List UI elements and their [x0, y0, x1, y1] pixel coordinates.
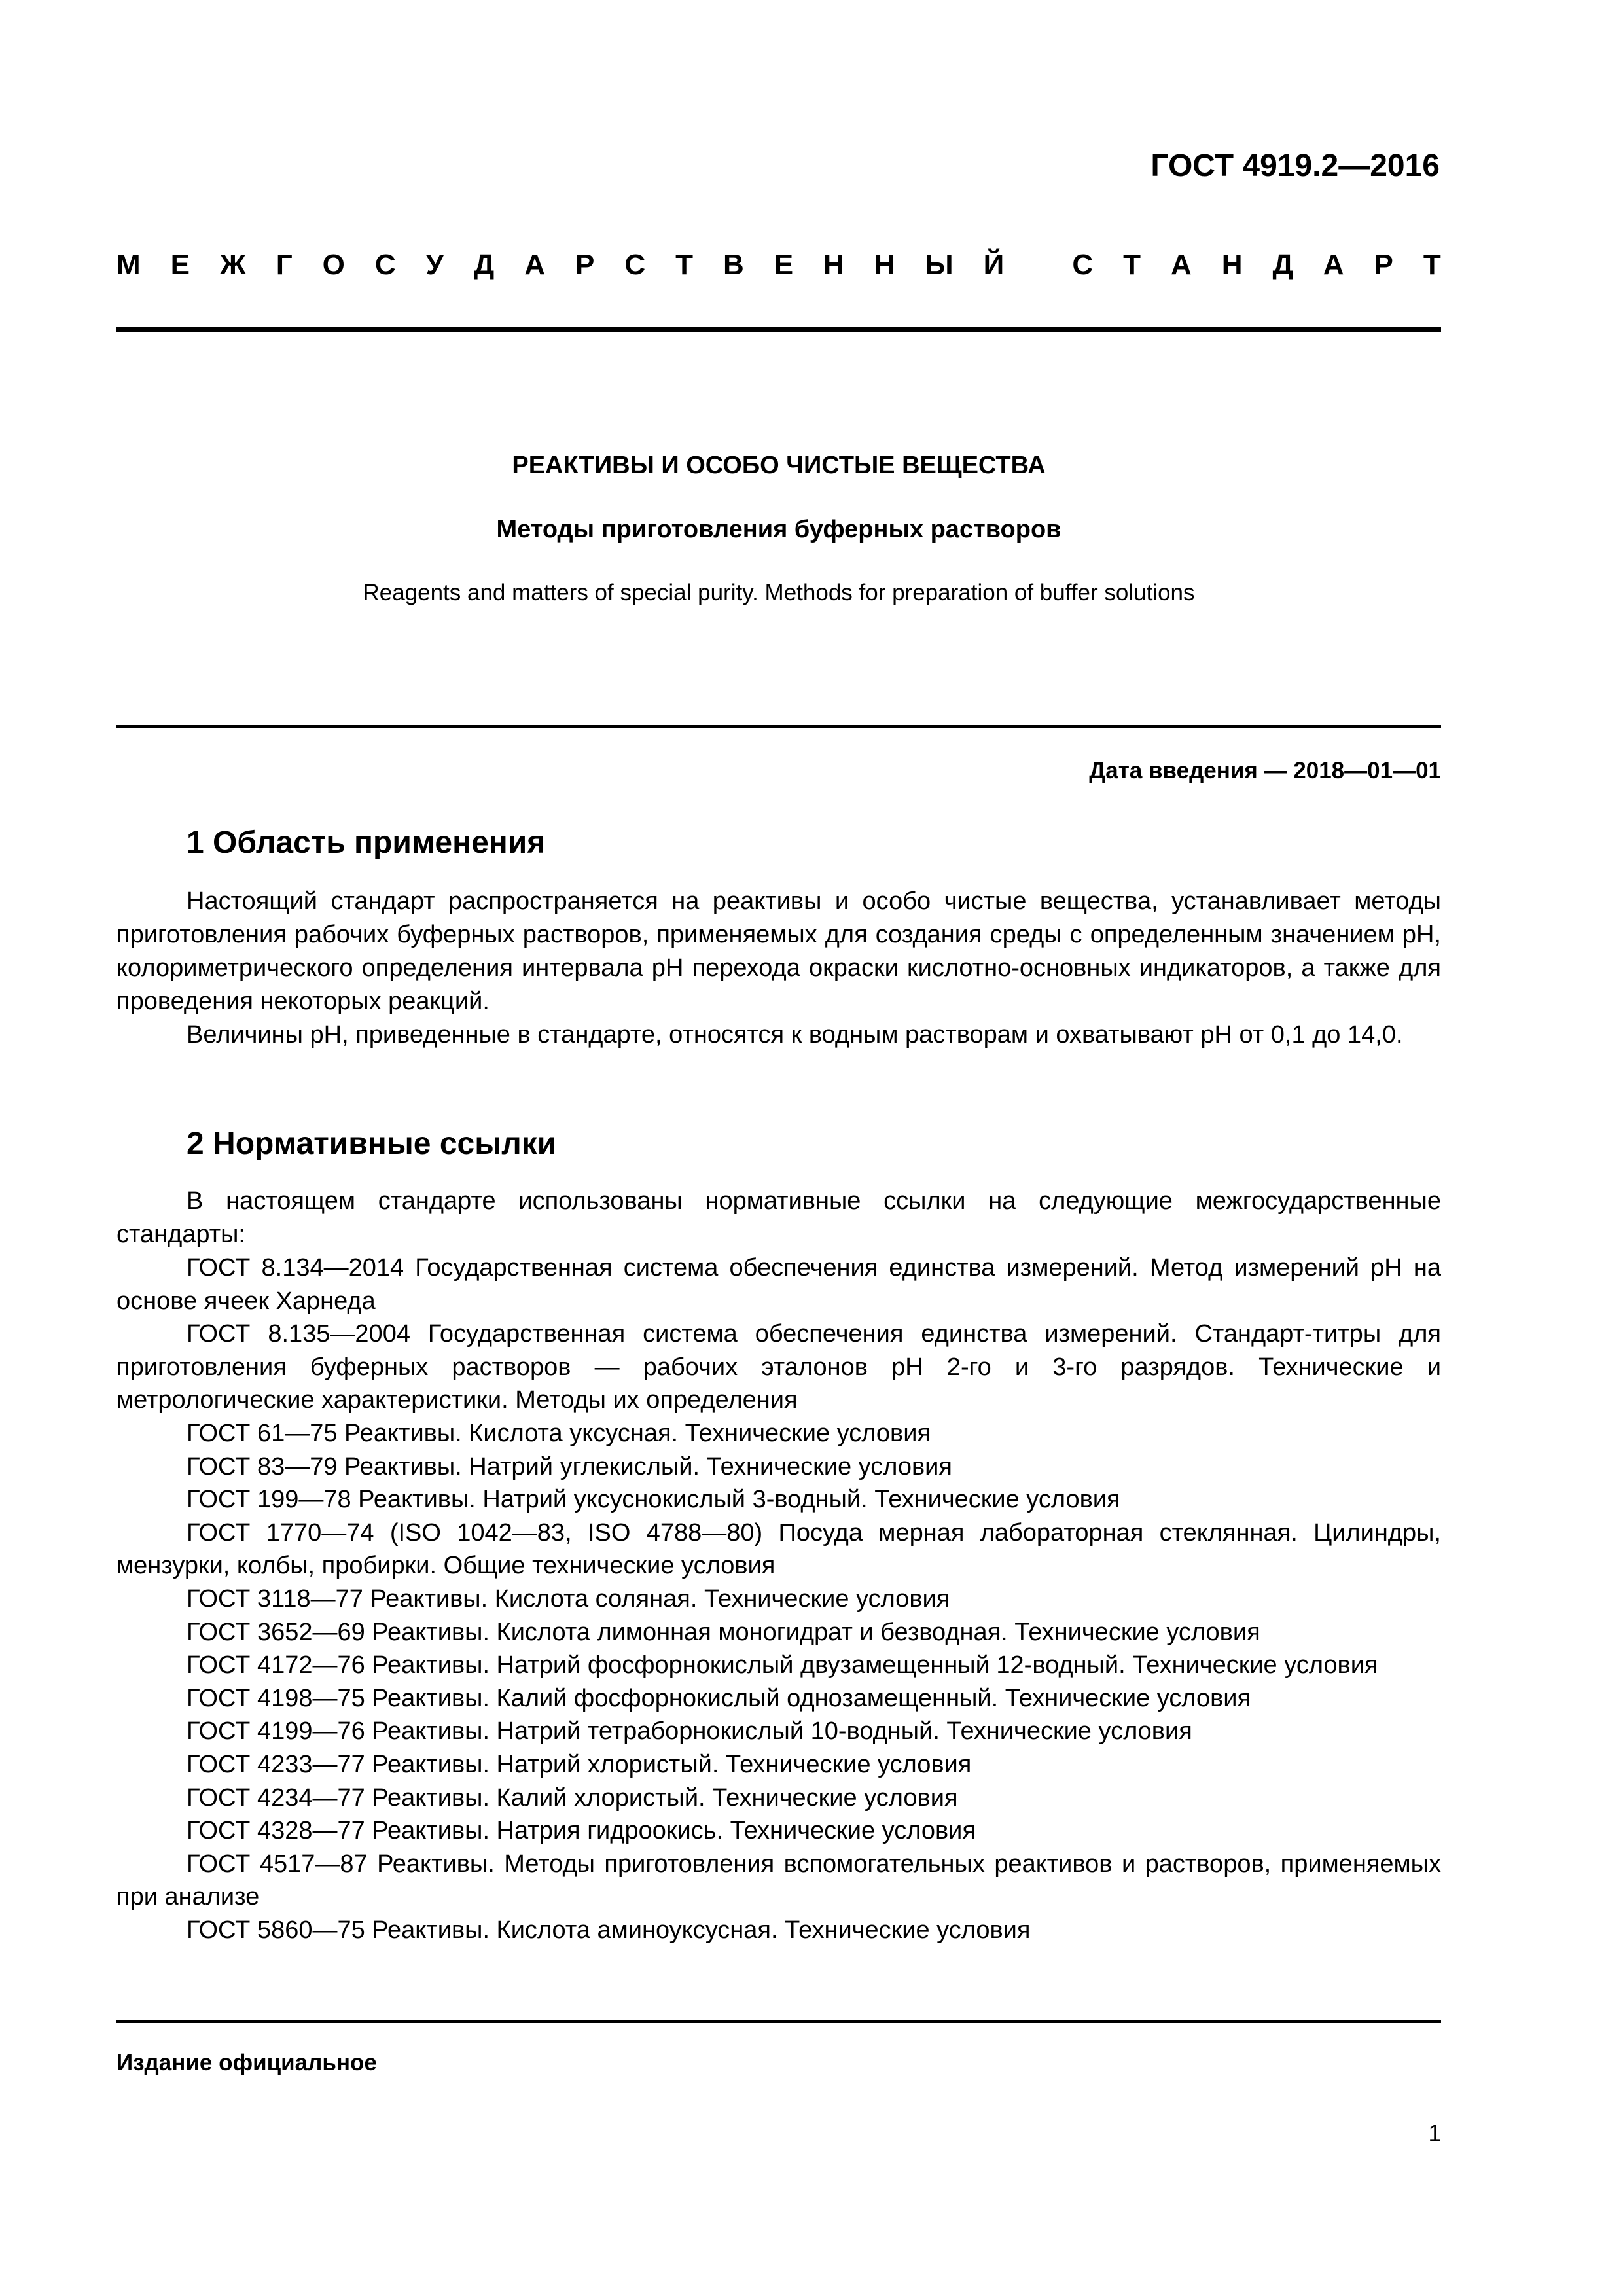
- banner-letter: О: [322, 249, 345, 281]
- reference-item: ГОСТ 8.135—2004 Государственная система обеспечения единства измерений. Стандарт-титры для приготовления буферных растворов — рабочих эталонов pH 2-го и 3-го разрядов. Технические и метрологические характеристики. Методы их определения: [116, 1320, 1441, 1414]
- banner-letter: Т: [675, 249, 693, 281]
- page-number: 1: [1428, 2121, 1441, 2146]
- banner-letter: Д: [1272, 249, 1293, 281]
- reference-item: ГОСТ 1770—74 (ISO 1042—83, ISO 4788—80) Посуда мерная лабораторная стеклянная. Цилиндры, мензурки, колбы, пробирки. Общие технические условия: [116, 1518, 1441, 1580]
- reference-item: ГОСТ 4198—75 Реактивы. Калий фосфорнокислый однозамещенный. Технические условия: [187, 1684, 1251, 1712]
- section-1-paragraph: Настоящий стандарт распространяется на реактивы и особо чистые вещества, устанавливает методы приготовления рабочих буферных растворов, применяемых для создания среды с определенным значением pH, колориметрического определения интервала pH перехода окраски кислотно-основных индикаторов, а также для проведения некоторых реакций.: [116, 888, 1441, 1015]
- reference-item: ГОСТ 5860—75 Реактивы. Кислота аминоуксусная. Технические условия: [187, 1916, 1031, 1944]
- banner-letter: Е: [170, 249, 190, 281]
- introduction-date: Дата введения — 2018—01—01: [1089, 758, 1441, 783]
- reference-item: ГОСТ 4199—76 Реактивы. Натрий тетраборнокислый 10-водный. Технические условия: [187, 1717, 1192, 1746]
- banner-letter: Т: [1123, 249, 1141, 281]
- section-2-intro: В настоящем стандарте использованы нормативные ссылки на следующие межгосударственные стандарты:: [116, 1187, 1441, 1248]
- banner-letter: С: [374, 249, 396, 281]
- banner-letter: М: [116, 249, 141, 281]
- reference-item: ГОСТ 4172—76 Реактивы. Натрий фосфорнокислый двузамещенный 12-водный. Технические условия: [187, 1651, 1378, 1679]
- edition-label: Издание официальное: [116, 2050, 377, 2075]
- banner-letter: Й: [983, 249, 1005, 281]
- footer-divider: [116, 2020, 1441, 2023]
- header-divider: [116, 327, 1441, 332]
- banner-letter: Н: [874, 249, 895, 281]
- banner-gap: [1034, 249, 1042, 281]
- banner-letter: А: [1170, 249, 1192, 281]
- reference-item: ГОСТ 8.134—2014 Государственная система обеспечения единства измерений. Метод измерений pH на основе ячеек Харнеда: [116, 1254, 1441, 1315]
- title-divider: [116, 725, 1441, 728]
- banner-letter: В: [722, 249, 744, 281]
- document-title-english: Reagents and matters of special purity. Methods for preparation of buffer solutions: [363, 580, 1195, 605]
- banner-letter: Г: [276, 249, 293, 281]
- reference-item: ГОСТ 199—78 Реактивы. Натрий уксуснокислый 3-водный. Технические условия: [187, 1486, 1120, 1514]
- standard-code: ГОСТ 4919.2—2016: [1150, 149, 1440, 183]
- section-1-paragraph: Величины pH, приведенные в стандарте, относятся к водным растворам и охватывают pH от 0,1 до 14,0.: [187, 1021, 1403, 1049]
- section-2-heading: 2 Нормативные ссылки: [187, 1126, 557, 1161]
- reference-item: ГОСТ 4517—87 Реактивы. Методы приготовления вспомогательных реактивов и растворов, применяемых при анализе: [116, 1850, 1441, 1911]
- banner-letter: Н: [1221, 249, 1243, 281]
- banner-letter: Е: [774, 249, 794, 281]
- banner-letter: Т: [1423, 249, 1441, 281]
- banner-letter: Н: [823, 249, 844, 281]
- document-subtitle: Методы приготовления буферных растворов: [496, 516, 1061, 543]
- banner-letter: Р: [1374, 249, 1393, 281]
- banner-letter: Ы: [925, 249, 954, 281]
- banner-letter: Д: [473, 249, 495, 281]
- banner-letter: Р: [575, 249, 595, 281]
- document-title: РЕАКТИВЫ И ОСОБО ЧИСТЫЕ ВЕЩЕСТВА: [512, 452, 1046, 479]
- reference-item: ГОСТ 4234—77 Реактивы. Калий хлористый. Технические условия: [187, 1784, 958, 1812]
- banner-letter: А: [1323, 249, 1344, 281]
- reference-item: ГОСТ 3118—77 Реактивы. Кислота соляная. Технические условия: [187, 1585, 950, 1613]
- interstate-standard-banner: [116, 249, 1441, 281]
- reference-item: ГОСТ 3652—69 Реактивы. Кислота лимонная моногидрат и безводная. Технические условия: [187, 1618, 1260, 1646]
- reference-item: ГОСТ 61—75 Реактивы. Кислота уксусная. Технические условия: [187, 1419, 931, 1447]
- banner-letter: У: [425, 249, 444, 281]
- banner-letter: С: [1072, 249, 1094, 281]
- normative-references-list: [116, 1251, 1441, 1946]
- banner-letter: А: [524, 249, 546, 281]
- banner-letter: Ж: [219, 249, 246, 281]
- banner-letter: С: [624, 249, 646, 281]
- section-1-heading: 1 Область применения: [187, 825, 546, 860]
- reference-item: ГОСТ 4328—77 Реактивы. Натрия гидроокись. Технические условия: [187, 1817, 976, 1845]
- reference-item: ГОСТ 83—79 Реактивы. Натрий углекислый. Технические условия: [187, 1452, 952, 1480]
- reference-item: ГОСТ 4233—77 Реактивы. Натрий хлористый. Технические условия: [187, 1750, 972, 1778]
